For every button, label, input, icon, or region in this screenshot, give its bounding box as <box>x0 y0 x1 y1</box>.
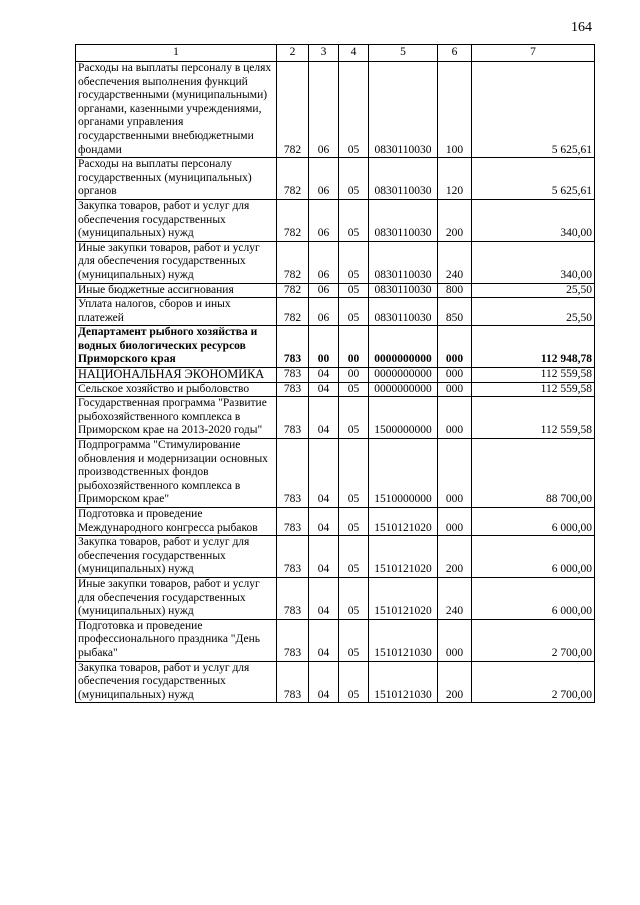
table-row <box>76 577 595 619</box>
row-code-3: 06 <box>309 283 339 298</box>
row-code-2: 783 <box>277 661 309 703</box>
row-code-6: 000 <box>438 397 472 439</box>
header-cell: 5 <box>369 45 438 62</box>
row-code-3: 04 <box>309 619 339 661</box>
row-name: НАЦИОНАЛЬНАЯ ЭКОНОМИКА <box>76 368 277 383</box>
row-code-3: 06 <box>309 158 339 200</box>
row-code-2: 783 <box>277 619 309 661</box>
row-code-4: 05 <box>339 199 369 241</box>
row-code-4: 05 <box>339 577 369 619</box>
row-code-4: 05 <box>339 158 369 200</box>
row-code-5: 1510121020 <box>369 536 438 578</box>
header-cell: 6 <box>438 45 472 62</box>
table-row <box>76 382 595 397</box>
table-row <box>76 283 595 298</box>
row-name: Департамент рыбного хозяйства и водных биологических ресурсов Приморского края <box>76 326 277 368</box>
row-code-3: 04 <box>309 536 339 578</box>
row-code-3: 00 <box>309 326 339 368</box>
row-code-5: 0000000000 <box>369 326 438 368</box>
row-code-6: 200 <box>438 536 472 578</box>
row-code-6: 000 <box>438 326 472 368</box>
row-code-4: 05 <box>339 382 369 397</box>
row-code-2: 783 <box>277 508 309 536</box>
row-code-4: 05 <box>339 397 369 439</box>
row-code-6: 240 <box>438 241 472 283</box>
row-amount: 2 700,00 <box>472 619 595 661</box>
row-code-3: 04 <box>309 368 339 383</box>
row-code-5: 1500000000 <box>369 397 438 439</box>
row-amount: 6 000,00 <box>472 577 595 619</box>
row-code-2: 783 <box>277 536 309 578</box>
table-row <box>76 619 595 661</box>
row-name: Закупка товаров, работ и услуг для обеспечения государственных (муниципальных) нужд <box>76 536 277 578</box>
row-code-5: 0830110030 <box>369 62 438 158</box>
row-name: Государственная программа "Развитие рыбохозяйственного комплекса в Приморском крае на 2013-2020 годы" <box>76 397 277 439</box>
row-amount: 112 559,58 <box>472 368 595 383</box>
row-name: Подпрограмма "Стимулирование обновления и модернизации основных производственных фондов рыбохозяйственного комплекса в Приморском крае" <box>76 439 277 508</box>
row-code-4: 00 <box>339 326 369 368</box>
table-row <box>76 661 595 703</box>
table-row <box>76 536 595 578</box>
row-amount: 340,00 <box>472 199 595 241</box>
row-code-5: 1510000000 <box>369 439 438 508</box>
row-code-2: 782 <box>277 241 309 283</box>
row-code-6: 000 <box>438 508 472 536</box>
header-cell: 4 <box>339 45 369 62</box>
row-code-3: 06 <box>309 241 339 283</box>
row-code-2: 782 <box>277 199 309 241</box>
row-code-5: 0830110030 <box>369 283 438 298</box>
row-amount: 25,50 <box>472 283 595 298</box>
row-code-4: 05 <box>339 619 369 661</box>
row-name: Расходы на выплаты персоналу государственных (муниципальных) органов <box>76 158 277 200</box>
header-cell: 2 <box>277 45 309 62</box>
row-name: Иные закупки товаров, работ и услуг для обеспечения государственных (муниципальных) нужд <box>76 241 277 283</box>
row-amount: 6 000,00 <box>472 536 595 578</box>
table-row <box>76 241 595 283</box>
row-code-5: 0830110030 <box>369 199 438 241</box>
row-name: Закупка товаров, работ и услуг для обеспечения государственных (муниципальных) нужд <box>76 199 277 241</box>
row-name: Иные закупки товаров, работ и услуг для обеспечения государственных (муниципальных) нужд <box>76 577 277 619</box>
table-row <box>76 439 595 508</box>
row-code-4: 05 <box>339 508 369 536</box>
table-row <box>76 397 595 439</box>
row-code-6: 240 <box>438 577 472 619</box>
row-amount: 5 625,61 <box>472 62 595 158</box>
row-name: Иные бюджетные ассигнования <box>76 283 277 298</box>
row-code-5: 0000000000 <box>369 368 438 383</box>
row-code-3: 04 <box>309 439 339 508</box>
row-code-2: 783 <box>277 397 309 439</box>
row-amount: 5 625,61 <box>472 158 595 200</box>
row-code-5: 1510121020 <box>369 508 438 536</box>
row-code-4: 05 <box>339 283 369 298</box>
row-amount: 88 700,00 <box>472 439 595 508</box>
table-row-section <box>76 368 595 383</box>
row-code-2: 782 <box>277 158 309 200</box>
row-code-2: 783 <box>277 326 309 368</box>
row-code-6: 000 <box>438 382 472 397</box>
row-name: Уплата налогов, сборов и иных платежей <box>76 298 277 326</box>
row-code-6: 000 <box>438 439 472 508</box>
row-amount: 25,50 <box>472 298 595 326</box>
row-code-2: 783 <box>277 368 309 383</box>
row-name: Подготовка и проведение Международного конгресса рыбаков <box>76 508 277 536</box>
row-code-3: 06 <box>309 199 339 241</box>
row-code-4: 05 <box>339 298 369 326</box>
page-number: 164 <box>571 20 592 35</box>
row-code-6: 000 <box>438 619 472 661</box>
row-amount: 6 000,00 <box>472 508 595 536</box>
row-code-6: 800 <box>438 283 472 298</box>
row-code-3: 04 <box>309 508 339 536</box>
row-amount: 112 559,58 <box>472 397 595 439</box>
table-row <box>76 298 595 326</box>
header-row <box>76 45 595 62</box>
row-code-3: 06 <box>309 62 339 158</box>
row-code-6: 120 <box>438 158 472 200</box>
row-code-2: 782 <box>277 283 309 298</box>
row-code-2: 783 <box>277 577 309 619</box>
row-code-5: 0830110030 <box>369 158 438 200</box>
table-row <box>76 508 595 536</box>
header-cell: 1 <box>76 45 277 62</box>
header-cell: 7 <box>472 45 595 62</box>
row-amount: 340,00 <box>472 241 595 283</box>
row-code-2: 782 <box>277 62 309 158</box>
row-amount: 2 700,00 <box>472 661 595 703</box>
row-code-5: 1510121030 <box>369 661 438 703</box>
budget-table <box>75 44 595 703</box>
row-code-5: 0000000000 <box>369 382 438 397</box>
row-name: Подготовка и проведение профессионального праздника "День рыбака" <box>76 619 277 661</box>
row-name: Расходы на выплаты персоналу в целях обеспечения выполнения функций государственными (муниципальными) органами, казенными учреждениями, органами управления государственными внебюджетными фондами <box>76 62 277 158</box>
table-row <box>76 199 595 241</box>
row-code-3: 04 <box>309 577 339 619</box>
table-row <box>76 158 595 200</box>
row-code-2: 783 <box>277 382 309 397</box>
row-code-3: 04 <box>309 382 339 397</box>
row-code-5: 1510121030 <box>369 619 438 661</box>
row-code-6: 000 <box>438 368 472 383</box>
row-code-3: 04 <box>309 661 339 703</box>
row-code-6: 100 <box>438 62 472 158</box>
row-code-6: 850 <box>438 298 472 326</box>
row-code-2: 782 <box>277 298 309 326</box>
row-code-4: 05 <box>339 439 369 508</box>
row-code-4: 05 <box>339 536 369 578</box>
row-code-5: 0830110030 <box>369 241 438 283</box>
row-code-4: 05 <box>339 241 369 283</box>
row-code-5: 0830110030 <box>369 298 438 326</box>
row-code-2: 783 <box>277 439 309 508</box>
row-name: Закупка товаров, работ и услуг для обеспечения государственных (муниципальных) нужд <box>76 661 277 703</box>
row-code-4: 05 <box>339 661 369 703</box>
row-amount: 112 559,58 <box>472 382 595 397</box>
table-row <box>76 62 595 158</box>
row-amount: 112 948,78 <box>472 326 595 368</box>
row-code-6: 200 <box>438 661 472 703</box>
row-code-3: 06 <box>309 298 339 326</box>
row-code-6: 200 <box>438 199 472 241</box>
row-code-4: 00 <box>339 368 369 383</box>
row-code-5: 1510121020 <box>369 577 438 619</box>
row-name: Сельское хозяйство и рыболовство <box>76 382 277 397</box>
row-code-3: 04 <box>309 397 339 439</box>
row-code-4: 05 <box>339 62 369 158</box>
table-row-department <box>76 326 595 368</box>
header-cell: 3 <box>309 45 339 62</box>
